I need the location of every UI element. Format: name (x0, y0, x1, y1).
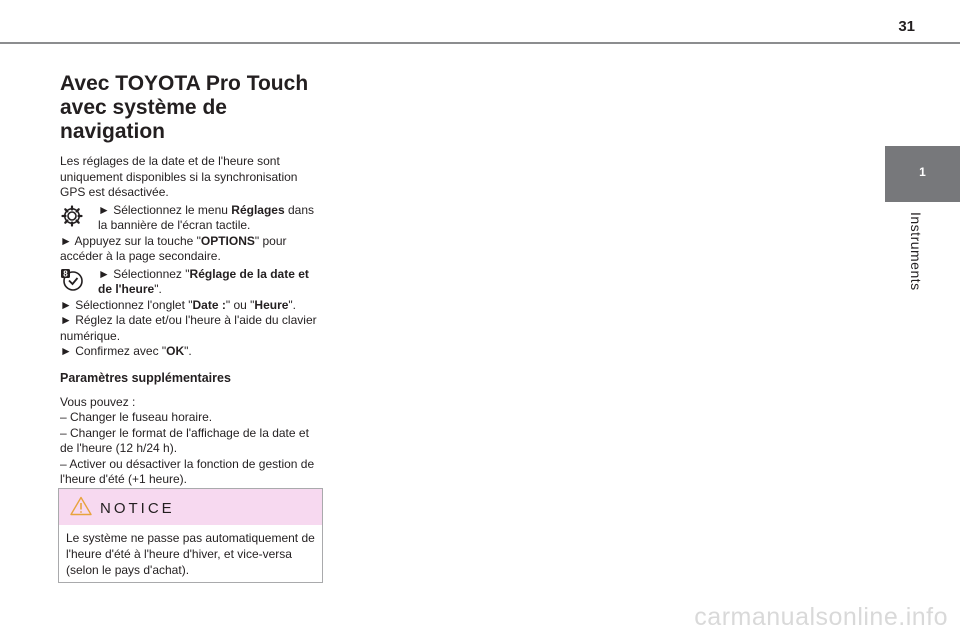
notice-header (59, 489, 322, 525)
main-column (60, 72, 325, 519)
step3-text-end: ". (154, 282, 162, 296)
step2-text-end: " pour accéder à la page secondaire. (60, 233, 287, 263)
extra-item: – Changer le format de l'affichage de la date et de l'heure (12 h/24 h). (60, 425, 309, 455)
chapter-tab-number: 1 (919, 165, 926, 179)
notice-text: Le système ne passe pas automatiquement de l'heure d'été à l'heure d'hiver, et vice-versa (selon le pays d'achat). (66, 531, 315, 577)
extra-item: – Activer ou désactiver la fonction de gestion de l'heure d'été (+1 heure). (60, 456, 315, 486)
step-options (60, 234, 325, 265)
clock-icon (60, 268, 84, 292)
header-divider (0, 42, 960, 44)
step-tab (60, 298, 325, 314)
step-settings (60, 203, 325, 234)
clock-icon-badge: 8 (63, 269, 68, 279)
intro-text: Les réglages de la date et de l'heure sont uniquement disponibles si la synchronisation GPS est désactivée. (60, 154, 298, 199)
notice-title: NOTICE (100, 500, 175, 517)
step4-bold-hour: Heure (254, 297, 289, 312)
section-title (60, 72, 325, 144)
extra-item: – Changer le fuseau horaire. (60, 410, 213, 424)
step4-bold-date: Date : (192, 297, 226, 312)
step1-text-end: dans la bannière de l'écran tactile. (98, 202, 315, 232)
extra-settings-title: Paramètres supplémentaires (60, 370, 231, 385)
step-keypad: ► Réglez la date et/ou l'heure à l'aide du clavier numérique. (60, 313, 317, 343)
step1-bold: Réglages (231, 202, 285, 217)
step6-text: ► Confirmez avec " (60, 344, 167, 358)
step2-text: ► Appuyez sur la touche " (60, 233, 201, 248)
section-title-line1: Avec TOYOTA Pro Touch (60, 72, 309, 95)
extra-lead: Vous pouvez : (60, 394, 136, 409)
step-confirm (60, 344, 325, 360)
step4-text: ► Sélectionnez l'onglet " (60, 297, 193, 312)
chapter-tab[interactable] (885, 146, 960, 202)
step6-bold: OK (166, 344, 185, 358)
step6-text-end: ". (184, 344, 192, 358)
warning-icon (70, 496, 92, 516)
watermark: carmanualsonline.info (694, 603, 948, 631)
section-title-line2: avec système de navigation (60, 96, 227, 143)
notice-box (58, 488, 323, 583)
step-date-time (60, 267, 325, 298)
page-number: 31 (898, 18, 915, 35)
step3-bold: Réglage de la date et de l'heure (98, 266, 309, 296)
step4-text-end: ". (288, 297, 297, 312)
step2-bold: OPTIONS (200, 233, 255, 248)
step3-text: ► Sélectionnez " (98, 266, 190, 281)
step4-text-mid: " ou " (225, 297, 255, 312)
chapter-label: Instruments (908, 212, 924, 291)
gear-icon (60, 204, 84, 228)
step1-text: ► Sélectionnez le menu (98, 202, 232, 217)
